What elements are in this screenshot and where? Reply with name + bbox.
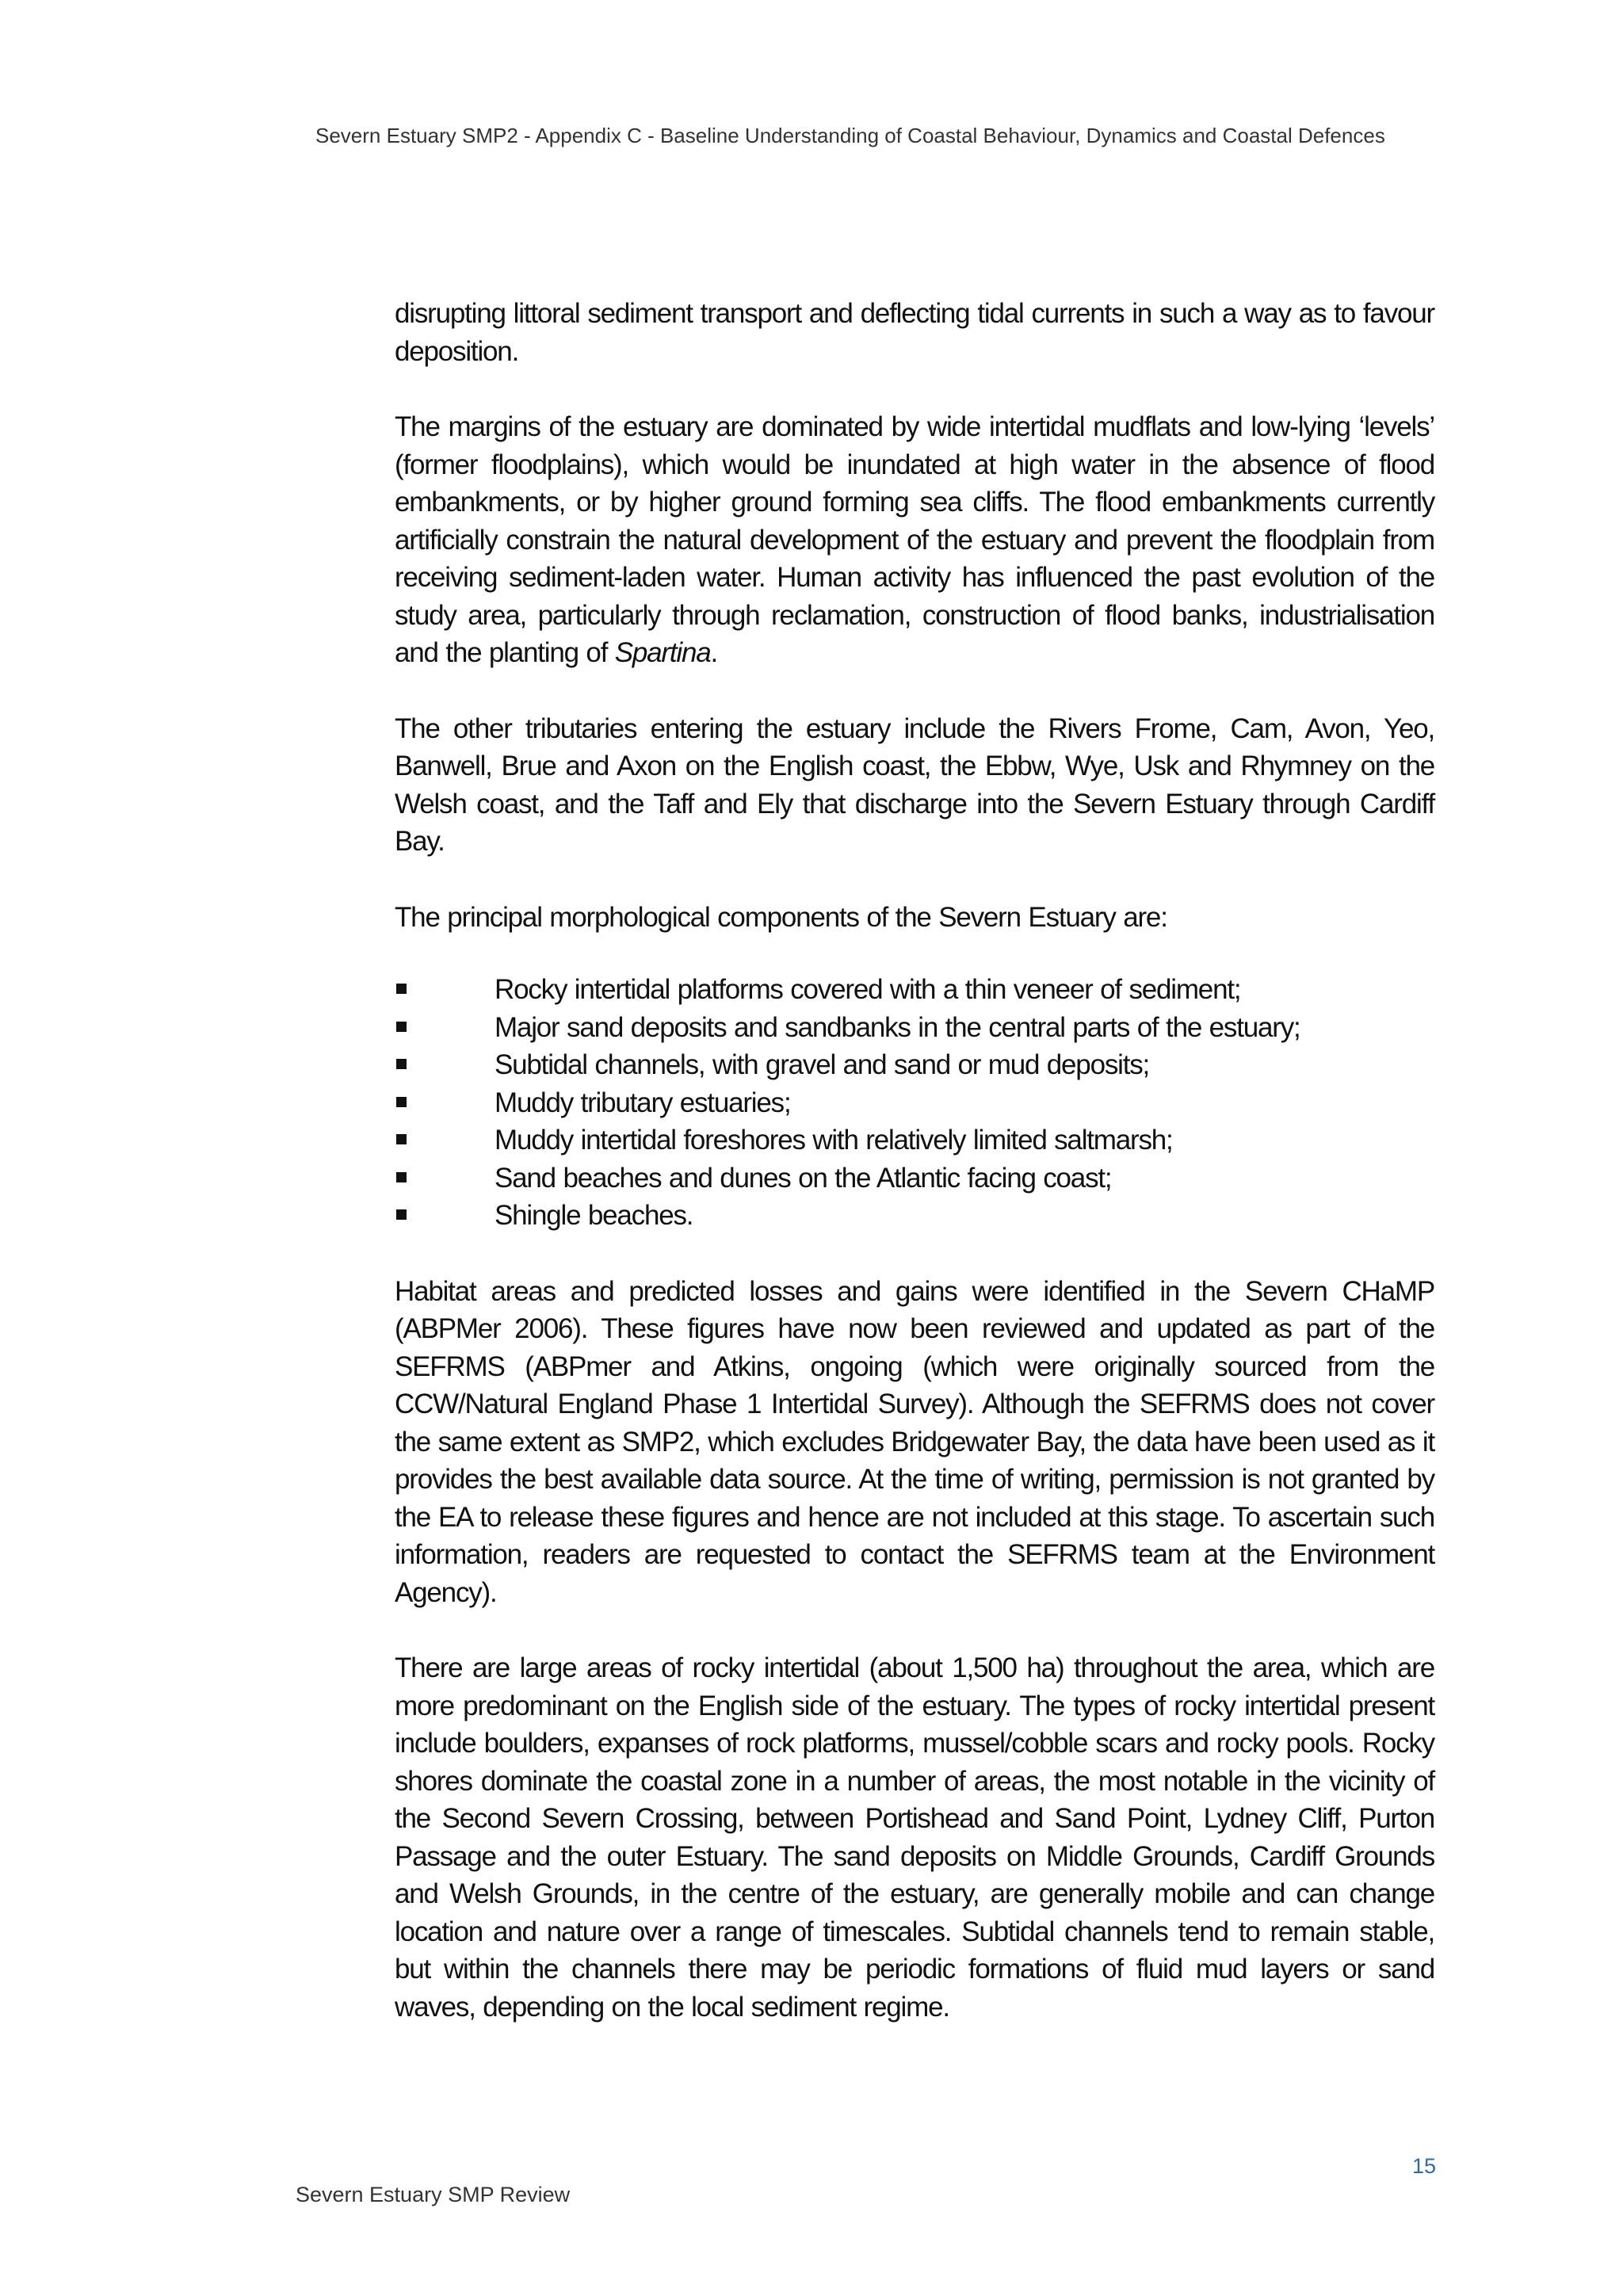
list-item — [395, 1046, 1434, 1084]
list-item — [395, 1084, 1434, 1122]
list-item-text: Muddy intertidal foreshores with relatively limited saltmarsh; — [495, 1125, 1173, 1156]
square-bullet-icon — [396, 1097, 407, 1107]
components-list — [395, 971, 1434, 1235]
square-bullet-icon — [396, 984, 407, 994]
square-bullet-icon — [396, 1209, 407, 1220]
square-bullet-icon — [396, 1134, 407, 1144]
page-number: 15 — [1411, 2154, 1436, 2178]
list-item-text: Major sand deposits and sandbanks in the central parts of the estuary; — [495, 1011, 1300, 1043]
list-item — [395, 971, 1434, 1009]
list-item — [395, 1121, 1434, 1159]
list-item-text: Sand beaches and dunes on the Atlantic facing coast; — [495, 1162, 1112, 1194]
square-bullet-icon — [396, 1172, 407, 1182]
square-bullet-icon — [396, 1059, 407, 1069]
list-item — [395, 1197, 1434, 1235]
paragraph-estuary-margins-text: The margins of the estuary are dominated by wide intertidal mudflats and low-lying ‘levels’ (former floodplains), which would be inundated at high water in the absence of flood embankments, or by higher ground forming sea cliffs. The flood embankments currently artificially constrain the natural development of the estuary and prevent the floodplain from receiving sediment-laden water. Human activity has influenced the past evolution of the study area, particularly through reclamation, construction of flood banks, industrialisation and the planting of — [395, 411, 1434, 668]
paragraph-estuary-margins — [395, 408, 1434, 672]
paragraph-tributaries: The other tributaries entering the estuary include the Rivers Frome, Cam, Avon, Yeo, Banwell, Brue and Axon on the English coast, the Ebbw, Wye, Usk and Rhymney on the Welsh coast, and the Taff and Ely that discharge into the Severn Estuary through Cardiff Bay. — [395, 712, 1434, 857]
running-footer: Severn Estuary SMP Review — [296, 2183, 571, 2206]
paragraph-estuary-margins-end: . — [710, 637, 718, 668]
list-item-text: Muddy tributary estuaries; — [495, 1087, 791, 1118]
paragraph-habitat-areas: Habitat areas and predicted losses and gains were identified in the Severn CHaMP (ABPMer 2006). These figures have now been reviewed and updated as part of the SEFRMS (ABPmer and Atkins, ongoing (which were originally sourced from the CCW/Natural England Phase 1 Intertidal Survey). Although the SEFRMS does not cover the same extent as SMP2, which excludes Bridgewater Bay, the data have been used as it provides the best available data source. At the time of writing, permission is not granted by the EA to release these figures and hence are not included at this stage. To ascertain such information, readers are requested to contact the SEFRMS team at the Environment Agency). — [395, 1275, 1434, 1608]
paragraph-components-intro: The principal morphological components of the Severn Estuary are: — [395, 901, 1167, 933]
list-item-text: Shingle beaches. — [495, 1200, 693, 1231]
document-body — [395, 295, 1434, 2064]
spartina-italic: Spartina — [614, 637, 711, 668]
running-header: Severn Estuary SMP2 - Appendix C - Baseline Understanding of Coastal Behaviour, Dynamics and Coastal Defences — [315, 124, 1385, 147]
square-bullet-icon — [396, 1022, 407, 1032]
list-item-text: Subtidal channels, with gravel and sand or mud deposits; — [495, 1049, 1150, 1080]
list-item-text: Rocky intertidal platforms covered with a thin veneer of sediment; — [495, 974, 1241, 1005]
paragraph-rocky-intertidal: There are large areas of rocky intertidal (about 1,500 ha) throughout the area, which are more predominant on the English side of the estuary. The types of rocky intertidal present include boulders, expanses of rock platforms, mussel/cobble scars and rocky pools. Rocky shores dominate the coastal zone in a number of areas, the most notable in the vicinity of the Second Severn Crossing, between Portishead and Sand Point, Lydney Cliff, Purton Passage and the outer Estuary. The sand deposits on Middle Grounds, Cardiff Grounds and Welsh Grounds, in the centre of the estuary, are generally mobile and can change location and nature over a range of timescales. Subtidal channels tend to remain stable, but within the channels there may be periodic formations of fluid mud layers or sand waves, depending on the local sediment regime. — [395, 1652, 1434, 2023]
list-item — [395, 1159, 1434, 1198]
paragraph-deposition: disrupting littoral sediment transport and deflecting tidal currents in such a way as to favour deposition. — [395, 298, 1434, 367]
list-item — [395, 1009, 1434, 1047]
